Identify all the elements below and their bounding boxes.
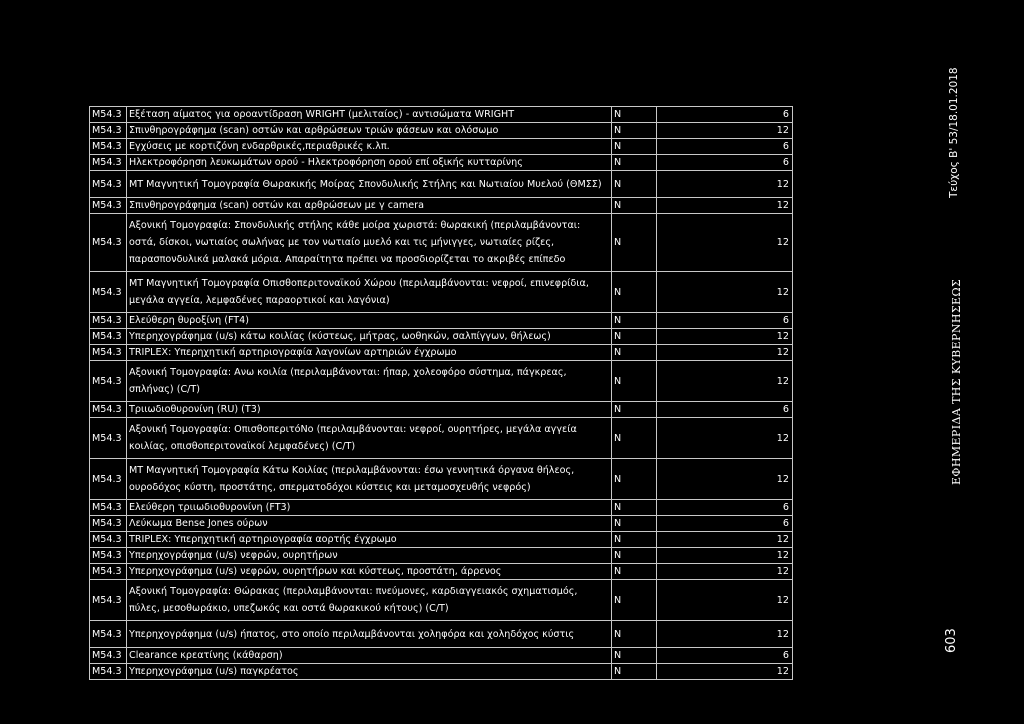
row-value-cell: 12 bbox=[657, 198, 793, 214]
row-code-cell: M54.3 bbox=[90, 648, 127, 664]
row-flag-cell: N bbox=[612, 580, 657, 621]
row-value-cell: 6 bbox=[657, 500, 793, 516]
table-row bbox=[90, 580, 793, 621]
table-row bbox=[90, 171, 793, 198]
row-code-cell: M54.3 bbox=[90, 361, 127, 402]
row-description-cell: Υπερηχογράφημα (u/s) ήπατος, στο οποίο περιλαμβάνονται χοληφόρα και χοληδόχος κύστις bbox=[127, 621, 612, 648]
row-code-cell: M54.3 bbox=[90, 532, 127, 548]
row-flag-cell: N bbox=[612, 107, 657, 123]
row-flag-cell: N bbox=[612, 155, 657, 171]
table-row bbox=[90, 272, 793, 313]
row-description-cell: Υπερηχογράφημα (u/s) κάτω κοιλίας (κύστεως, μήτρας, ωοθηκών, σαλπίγγων, θήλεως) bbox=[127, 329, 612, 345]
row-code-cell: M54.3 bbox=[90, 214, 127, 272]
row-value-cell: 6 bbox=[657, 648, 793, 664]
row-code-cell: M54.3 bbox=[90, 459, 127, 500]
row-value-cell: 12 bbox=[657, 329, 793, 345]
page-number: 603 bbox=[944, 628, 959, 653]
table-row bbox=[90, 345, 793, 361]
row-description-cell: Εξέταση αίματος για οροαντίδραση WRIGHT (μελιταίος) - αντισώματα WRIGHT bbox=[127, 107, 612, 123]
row-value-cell: 12 bbox=[657, 459, 793, 500]
row-description-cell: Σπινθηρογράφημα (scan) οστών και αρθρώσεων με γ camera bbox=[127, 198, 612, 214]
row-flag-cell: N bbox=[612, 329, 657, 345]
row-code-cell: M54.3 bbox=[90, 313, 127, 329]
row-flag-cell: N bbox=[612, 345, 657, 361]
row-description-cell: TRIPLEX: Υπερηχητική αρτηριογραφία λαγονίων αρτηριών έγχρωμο bbox=[127, 345, 612, 361]
table-row bbox=[90, 313, 793, 329]
table-row bbox=[90, 329, 793, 345]
row-value-cell: 12 bbox=[657, 548, 793, 564]
row-code-cell: M54.3 bbox=[90, 621, 127, 648]
row-value-cell: 12 bbox=[657, 564, 793, 580]
table-row bbox=[90, 664, 793, 680]
table-row bbox=[90, 500, 793, 516]
row-flag-cell: N bbox=[612, 564, 657, 580]
row-description-cell: ΜΤ Μαγνητική Τομογραφία Θωρακικής Μοίρας Σπονδυλικής Στήλης και Νωτιαίου Μυελού (ΘΜΣΣ) bbox=[127, 171, 612, 198]
row-flag-cell: N bbox=[612, 402, 657, 418]
row-code-cell: M54.3 bbox=[90, 516, 127, 532]
row-value-cell: 12 bbox=[657, 171, 793, 198]
row-value-cell: 6 bbox=[657, 313, 793, 329]
row-code-cell: M54.3 bbox=[90, 123, 127, 139]
table-row bbox=[90, 516, 793, 532]
row-flag-cell: N bbox=[612, 214, 657, 272]
row-description-cell: Υπερηχογράφημα (u/s) νεφρών, ουρητήρων bbox=[127, 548, 612, 564]
row-value-cell: 6 bbox=[657, 107, 793, 123]
gazette-header bbox=[922, 278, 963, 490]
row-code-cell: M54.3 bbox=[90, 107, 127, 123]
row-flag-cell: N bbox=[612, 198, 657, 214]
table-row bbox=[90, 402, 793, 418]
table-row bbox=[90, 198, 793, 214]
row-description-cell: Λεύκωμα Bense Jones ούρων bbox=[127, 516, 612, 532]
table-row bbox=[90, 214, 793, 272]
row-description-cell: Αξονική Τομογραφία: Ανω κοιλία (περιλαμβάνονται: ήπαρ, χολεοφόρο σύστημα, πάγκρεας, σπλήνας) (C/T) bbox=[127, 361, 612, 402]
row-value-cell: 12 bbox=[657, 361, 793, 402]
row-flag-cell: N bbox=[612, 459, 657, 500]
row-flag-cell: N bbox=[612, 500, 657, 516]
row-description-cell: Υπερηχογράφημα (u/s) νεφρών, ουρητήρων και κύστεως, προστάτη, άρρενος bbox=[127, 564, 612, 580]
row-code-cell: M54.3 bbox=[90, 500, 127, 516]
row-flag-cell: N bbox=[612, 548, 657, 564]
row-code-cell: M54.3 bbox=[90, 664, 127, 680]
table-row bbox=[90, 155, 793, 171]
row-flag-cell: N bbox=[612, 123, 657, 139]
procedures-table bbox=[89, 106, 793, 680]
row-value-cell: 12 bbox=[657, 272, 793, 313]
row-description-cell: TRIPLEX: Υπερηχητική αρτηριογραφία αορτής έγχρωμο bbox=[127, 532, 612, 548]
table-row bbox=[90, 123, 793, 139]
row-flag-cell: N bbox=[612, 648, 657, 664]
row-description-cell: Σπινθηρογράφημα (scan) οστών και αρθρώσεων τριών φάσεων και ολόσωμο bbox=[127, 123, 612, 139]
row-description-cell: Αξονική Τομογραφία: Σπονδυλικής στήλης κάθε μοίρα χωριστά: θωρακική (περιλαμβάνονται: οστά, δίσκοι, νωτιαίος σωλήνας με τον νωτιαίο μυελό και τις μήνιγγες, νωτιαίες ρίζες, παρασπονδυλικά μαλακά μόρια. Απαραίτητα πρέπει να προσδιορίζεται το ακριβές επίπεδο bbox=[127, 214, 612, 272]
table-row bbox=[90, 621, 793, 648]
row-code-cell: M54.3 bbox=[90, 139, 127, 155]
row-value-cell: 12 bbox=[657, 580, 793, 621]
row-description-cell: ΜΤ Μαγνητική Τομογραφία Οπισθοπεριτοναϊκού Χώρου (περιλαμβάνονται: νεφροί, επινεφρίδια, μεγάλα αγγεία, λεμφαδένες παραορτικοί και λαγόνια) bbox=[127, 272, 612, 313]
table-row bbox=[90, 418, 793, 459]
row-flag-cell: N bbox=[612, 516, 657, 532]
row-code-cell: M54.3 bbox=[90, 155, 127, 171]
procedures-table-body bbox=[90, 107, 793, 680]
row-flag-cell: N bbox=[612, 171, 657, 198]
row-flag-cell: N bbox=[612, 621, 657, 648]
row-code-cell: M54.3 bbox=[90, 345, 127, 361]
row-flag-cell: N bbox=[612, 532, 657, 548]
issue-header bbox=[922, 67, 962, 220]
table-row bbox=[90, 459, 793, 500]
row-value-cell: 6 bbox=[657, 139, 793, 155]
row-code-cell: M54.3 bbox=[90, 580, 127, 621]
row-flag-cell: N bbox=[612, 664, 657, 680]
row-code-cell: M54.3 bbox=[90, 548, 127, 564]
row-value-cell: 6 bbox=[657, 155, 793, 171]
table-row bbox=[90, 532, 793, 548]
row-value-cell: 12 bbox=[657, 345, 793, 361]
issue-label: Τεύχος Β' 53/18.01.2018 bbox=[948, 67, 960, 198]
row-code-cell: M54.3 bbox=[90, 329, 127, 345]
row-value-cell: 12 bbox=[657, 621, 793, 648]
row-description-cell: Αξονική Τομογραφία: ΟπισθοπεριτόΝο (περιλαμβάνονται: νεφροί, ουρητήρες, μεγάλα αγγεία κοιλίας, οπισθοπεριτοναϊκοί λεμφαδένες) (C/T) bbox=[127, 418, 612, 459]
row-value-cell: 12 bbox=[657, 532, 793, 548]
row-value-cell: 12 bbox=[657, 664, 793, 680]
row-code-cell: M54.3 bbox=[90, 198, 127, 214]
table-row bbox=[90, 361, 793, 402]
row-code-cell: M54.3 bbox=[90, 418, 127, 459]
row-description-cell: Υπερηχογράφημα (u/s) παγκρέατος bbox=[127, 664, 612, 680]
row-description-cell: Τριιωδιοθυρονίνη (RU) (T3) bbox=[127, 402, 612, 418]
table-row bbox=[90, 648, 793, 664]
table-row bbox=[90, 139, 793, 155]
table-row bbox=[90, 548, 793, 564]
row-description-cell: Ελεύθερη τριιωδιοθυρονίνη (FT3) bbox=[127, 500, 612, 516]
row-flag-cell: N bbox=[612, 139, 657, 155]
page-number-box bbox=[922, 625, 962, 665]
gazette-title: ΕΦΗΜΕΡΙΔΑ ΤΗΣ ΚΥΒΕΡΝΗΣΕΩΣ bbox=[950, 278, 963, 485]
row-description-cell: Clearance κρεατίνης (κάθαρση) bbox=[127, 648, 612, 664]
row-value-cell: 6 bbox=[657, 402, 793, 418]
row-value-cell: 12 bbox=[657, 123, 793, 139]
row-code-cell: M54.3 bbox=[90, 272, 127, 313]
row-description-cell: ΜΤ Μαγνητική Τομογραφία Κάτω Κοιλίας (περιλαμβάνονται: έσω γεννητικά όργανα θήλεος, ουροδόχος κύστη, προστάτης, σπερματοδόχοι κύστεις και μεταμοσχευθής νεφρός) bbox=[127, 459, 612, 500]
table-row bbox=[90, 107, 793, 123]
row-code-cell: M54.3 bbox=[90, 564, 127, 580]
table-row bbox=[90, 564, 793, 580]
row-description-cell: Ηλεκτροφόρηση λευκωμάτων ορού - Ηλεκτροφόρηση ορού επί οξικής κυτταρίνης bbox=[127, 155, 612, 171]
row-flag-cell: N bbox=[612, 361, 657, 402]
row-code-cell: M54.3 bbox=[90, 171, 127, 198]
row-description-cell: Ελεύθερη θυροξίνη (FT4) bbox=[127, 313, 612, 329]
row-description-cell: Αξονική Τομογραφία: Θώρακας (περιλαμβάνονται: πνεύμονες, καρδιαγγειακός σχηματισμός, πύλες, μεσοθωράκιο, υπεζωκός και οστά θωρακικού κήτους) (C/T) bbox=[127, 580, 612, 621]
row-value-cell: 12 bbox=[657, 418, 793, 459]
row-flag-cell: N bbox=[612, 272, 657, 313]
row-flag-cell: N bbox=[612, 418, 657, 459]
row-value-cell: 6 bbox=[657, 516, 793, 532]
row-flag-cell: N bbox=[612, 313, 657, 329]
row-code-cell: M54.3 bbox=[90, 402, 127, 418]
row-value-cell: 12 bbox=[657, 214, 793, 272]
row-description-cell: Εγχύσεις με κορτιζόνη ενδαρθρικές,περιαθρικές κ.λπ. bbox=[127, 139, 612, 155]
